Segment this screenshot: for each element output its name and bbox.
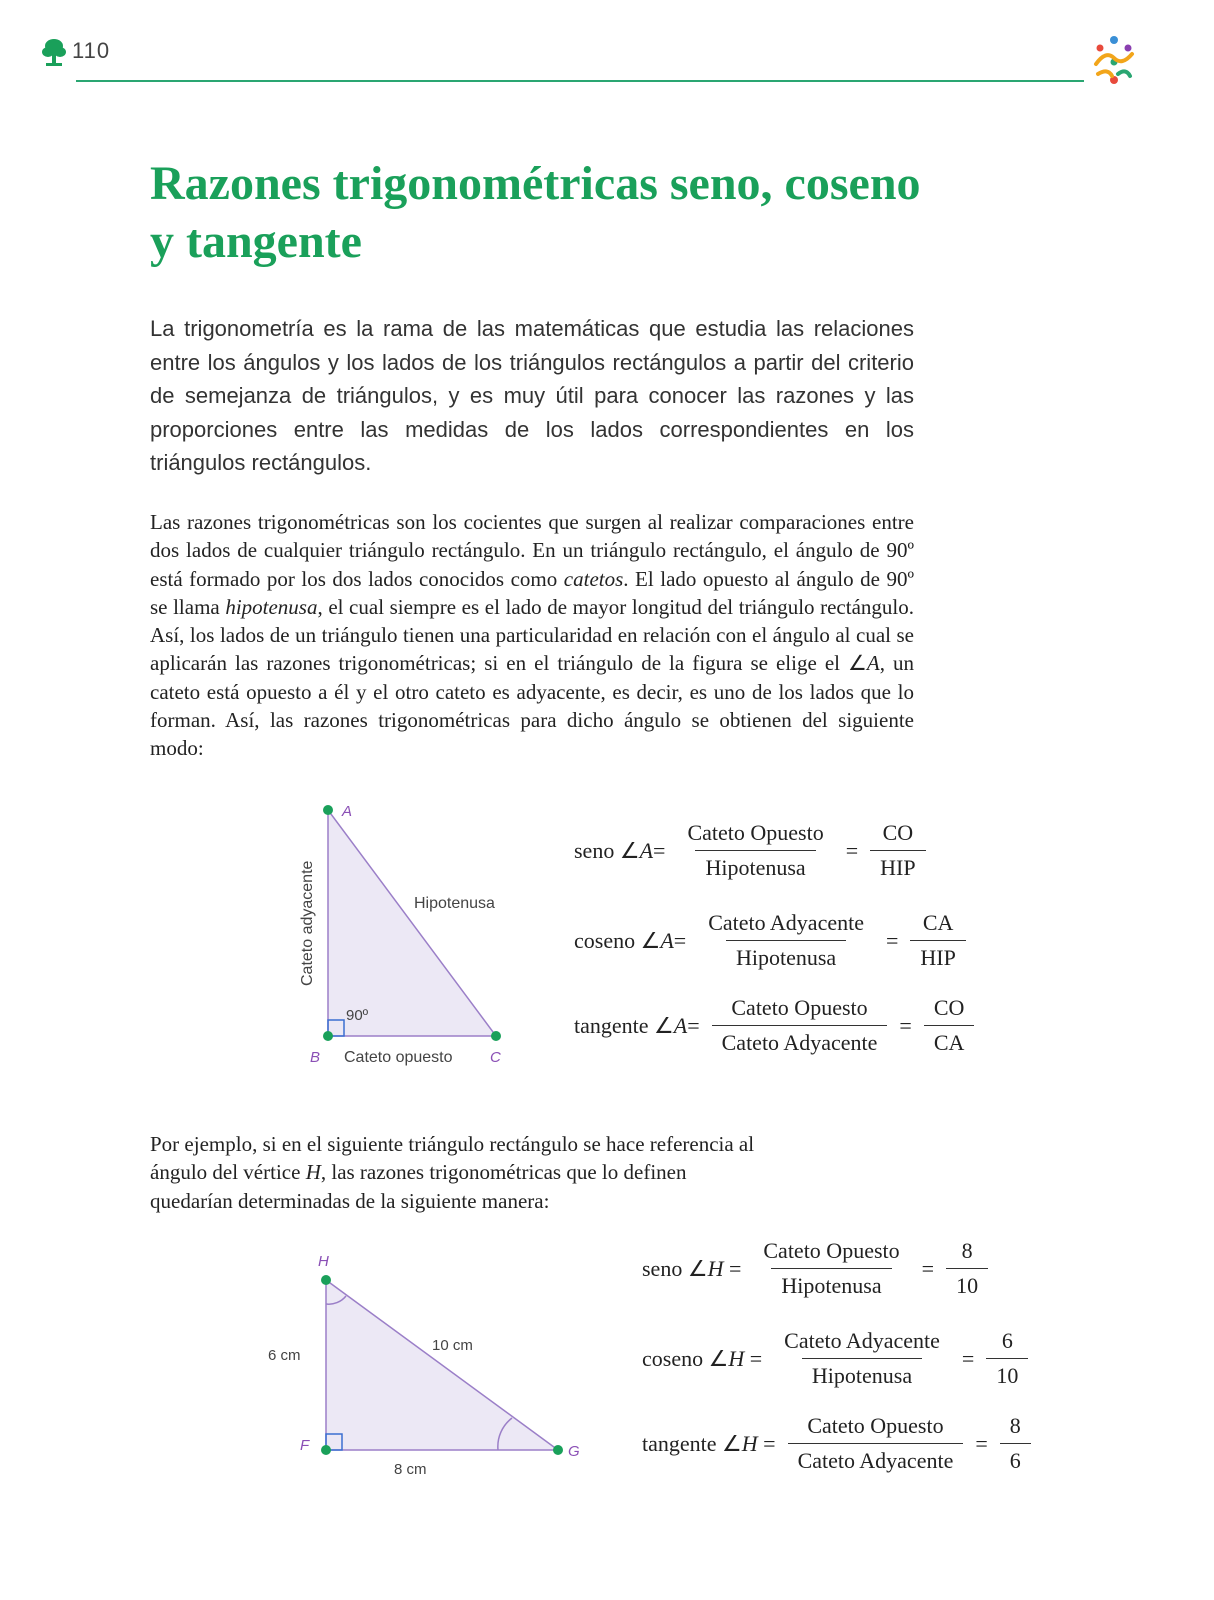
formula-cos-h: coseno ∠H = $\frac{\text{Cateto Adyacente}}{\text{Hipotenusa}}$ = $\frac{6}{10}$ [642, 1328, 1034, 1389]
header-rule [76, 80, 1084, 82]
term-hipotenusa: hipotenusa [225, 594, 318, 619]
formula-sin-h: seno ∠H = $\frac{\text{Cateto Opuesto}}{\text{Hipotenusa}}$ = $\frac{8}{10}$ [642, 1238, 994, 1299]
vertex-a-label: A [342, 803, 353, 820]
page-title: Razones trigonométricas seno, coseno y tangente [150, 157, 921, 268]
formula-tan-h: tangente ∠H = $\frac{\text{Cateto Opuesto}}{\text{Cateto Adyacente}}$ = $\frac{8}{6}$ [642, 1413, 1037, 1474]
right-angle-label: 90º [346, 1007, 369, 1024]
triangle-hfg-figure [262, 1250, 592, 1480]
vertex-b-dot [323, 1031, 333, 1041]
page-number: 110 [72, 38, 111, 63]
vertex-h-dot [321, 1275, 331, 1285]
triangle-abc [328, 810, 496, 1036]
term-catetos: catetos [563, 566, 624, 591]
side-fg-label: 8 cm [394, 1461, 427, 1478]
tree-emblem-icon [42, 38, 66, 68]
vertex-g-dot [553, 1445, 563, 1455]
intro-paragraph: La trigonometría es la rama de las matemáticas que estudia las relaciones entre los ángulos y los lados de los triángulos rectángulos a partir del criterio de semejanza de triángulos, y es muy útil para conocer las razones y las proporciones entre las medidas de los lados correspondientes en los triángulos rectángulos. [150, 316, 914, 475]
triangle-hfg [326, 1280, 558, 1450]
side-hg-label: 10 cm [432, 1337, 473, 1354]
vertex-a-dot [323, 805, 333, 815]
vertex-b-label: B [310, 1049, 321, 1066]
adjacent-side-label: Cateto adyacente [299, 860, 316, 986]
vertex-h-label: H [318, 1253, 329, 1270]
vertex-c-dot [491, 1031, 501, 1041]
formula-sin-a: seno ∠A= $\frac{\text{Cateto Opuesto}}{\text{Hipotenusa}}$ = $\frac{CO}{\text{HIP}}$ [574, 820, 932, 881]
example-paragraph: Por ejemplo, si en el siguiente triángulo rectángulo se hace referencia al ángulo del vértice H, las razones trigonométricas que lo definen quedarían determinadas de la siguiente manera: [150, 1132, 755, 1213]
formula-cos-a: coseno ∠A= $\frac{\text{Cateto Adyacente}}{\text{Hipotenusa}}$ = $\frac{CA}{\text{HIP}}$ [574, 910, 972, 971]
formula-tan-a: tangente ∠A= $\frac{\text{Cateto Opuesto}}{\text{Cateto Adyacente}}$ = $\frac{CO}{CA}$ [574, 995, 980, 1056]
hypotenuse-label: Hipotenusa [414, 895, 495, 912]
vertex-f-label: F [300, 1437, 310, 1454]
vertex-f-dot [321, 1445, 331, 1455]
colorful-figure-logo-icon [1088, 34, 1140, 86]
side-hf-label: 6 cm [268, 1347, 301, 1364]
opposite-side-label: Cateto opuesto [344, 1049, 453, 1066]
vertex-c-label: C [490, 1049, 501, 1066]
body-paragraph: Las razones trigonométricas son los cocientes que surgen al realizar comparaciones entre dos lados de cualquier triángulo rectángulo. En un triángulo rectángulo, el ángulo de 90º está formado por los dos lados conocidos como catetos. El lado opuesto al ángulo de 90º se llama hipotenusa, el cual siempre es el lado de mayor longitud del triángulo rectángulo. Así, los lados de un triángulo tienen una particularidad en relación con el ángulo al cual se aplicarán las razones trigonométricas; si en el triángulo de la figura se elige el ∠A, un cateto está opuesto a él y el otro cateto es adyacente, es decir, es uno de los lados que lo forman. Así, las razones trigonométricas para dicho ángulo se obtienen del siguiente modo: [150, 510, 914, 761]
vertex-g-label: G [568, 1443, 580, 1460]
triangle-abc-figure [280, 790, 540, 1080]
